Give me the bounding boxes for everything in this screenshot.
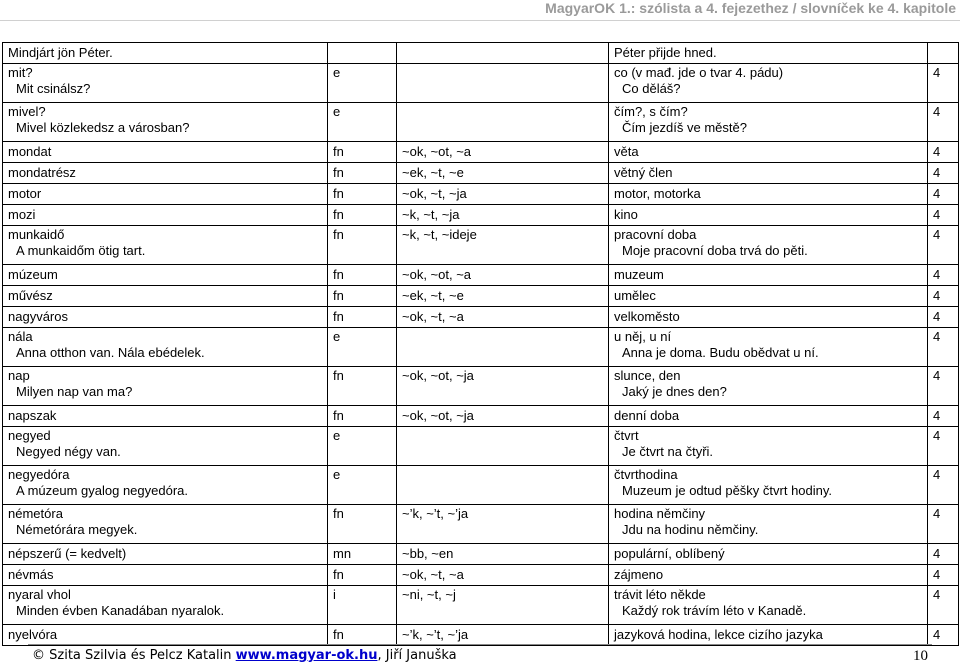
chapter-cell (928, 367, 959, 406)
word-cell (3, 406, 328, 427)
forms-cell (397, 64, 609, 103)
forms-cell (397, 286, 609, 307)
word-forms: ~ok, ~t, ~ja (402, 186, 467, 201)
chapter-cell (928, 466, 959, 505)
forms-cell (397, 565, 609, 586)
hungarian-word: nála (8, 329, 33, 344)
chapter-number: 4 (933, 567, 941, 582)
word-type: e (333, 104, 341, 119)
website-link[interactable]: www.magyar-ok.hu (235, 648, 378, 663)
chapter-number: 4 (933, 186, 941, 201)
hungarian-example: Anna otthon van. Nála ebédelek. (16, 345, 205, 360)
type-cell (328, 406, 397, 427)
chapter-cell (928, 544, 959, 565)
hungarian-word: napszak (8, 408, 57, 423)
word-forms: ~ni, ~t, ~j (402, 587, 456, 602)
word-type: fn (333, 309, 344, 324)
word-type: e (333, 65, 341, 80)
translation-cell (609, 43, 928, 64)
word-cell (3, 163, 328, 184)
forms-cell (397, 43, 609, 64)
hungarian-word: németóra (8, 506, 63, 521)
czech-translation: velkoměsto (614, 309, 680, 324)
chapter-cell (928, 43, 959, 64)
hungarian-word: negyed (8, 428, 51, 443)
table-row (3, 367, 959, 406)
translation-cell (609, 427, 928, 466)
translation-cell (609, 307, 928, 328)
chapter-cell (928, 505, 959, 544)
hungarian-word: nap (8, 368, 30, 383)
type-cell (328, 505, 397, 544)
type-cell (328, 544, 397, 565)
word-type: fn (333, 368, 344, 383)
forms-cell (397, 367, 609, 406)
word-forms: ~ok, ~ot, ~ja (402, 368, 474, 383)
word-cell (3, 307, 328, 328)
chapter-number: 4 (933, 144, 941, 159)
forms-cell (397, 142, 609, 163)
chapter-number: 4 (933, 329, 941, 344)
czech-translation: slunce, den (614, 368, 681, 383)
chapter-cell (928, 307, 959, 328)
translation-cell (609, 163, 928, 184)
word-cell (3, 205, 328, 226)
translation-cell (609, 586, 928, 625)
chapter-cell (928, 625, 959, 646)
word-type: fn (333, 627, 344, 642)
hungarian-word: negyedóra (8, 467, 70, 482)
table-row (3, 142, 959, 163)
table-row (3, 64, 959, 103)
type-cell (328, 565, 397, 586)
forms-cell (397, 226, 609, 265)
header-title: MagyarOK 1.: szólista a 4. fejezethez / slovníček ke 4. kapitole (545, 0, 956, 16)
hungarian-example: Mit csinálsz? (16, 81, 91, 96)
table-row (3, 103, 959, 142)
chapter-cell (928, 226, 959, 265)
footer-authors: Szita Szilvia és Pelcz Katalin (49, 648, 232, 663)
word-forms: ~ok, ~ot, ~a (402, 144, 472, 159)
chapter-number: 4 (933, 587, 941, 602)
word-cell (3, 544, 328, 565)
czech-translation: motor, motorka (614, 186, 701, 201)
forms-cell (397, 328, 609, 367)
chapter-number: 4 (933, 267, 941, 282)
czech-translation: jazyková hodina, lekce cizího jazyka (614, 627, 823, 642)
word-cell (3, 142, 328, 163)
word-cell (3, 586, 328, 625)
word-cell (3, 625, 328, 646)
czech-translation: umělec (614, 288, 656, 303)
word-cell (3, 565, 328, 586)
hungarian-word: mit? (8, 65, 33, 80)
chapter-cell (928, 184, 959, 205)
chapter-number: 4 (933, 428, 941, 443)
chapter-cell (928, 163, 959, 184)
type-cell (328, 142, 397, 163)
chapter-number: 4 (933, 506, 941, 521)
chapter-number: 4 (933, 309, 941, 324)
czech-example: Jdu na hodinu němčiny. (622, 522, 759, 537)
copyright-icon: © (32, 648, 45, 663)
type-cell (328, 367, 397, 406)
czech-translation: Péter přijde hned. (614, 45, 717, 60)
translation-cell (609, 544, 928, 565)
word-type: fn (333, 165, 344, 180)
word-forms: ~ek, ~t, ~e (402, 288, 464, 303)
word-forms: ~ok, ~t, ~a (402, 309, 464, 324)
word-cell (3, 286, 328, 307)
translation-cell (609, 286, 928, 307)
chapter-number: 4 (933, 207, 941, 222)
word-cell (3, 427, 328, 466)
chapter-cell (928, 103, 959, 142)
word-type: mn (333, 546, 352, 561)
hungarian-example: Mivel közlekedsz a városban? (16, 120, 190, 135)
forms-cell (397, 265, 609, 286)
chapter-cell (928, 328, 959, 367)
word-forms: ~ok, ~ot, ~a (402, 267, 472, 282)
forms-cell (397, 466, 609, 505)
word-type: fn (333, 288, 344, 303)
table-row (3, 226, 959, 265)
table-row (3, 505, 959, 544)
czech-translation: u něj, u ní (614, 329, 672, 344)
translation-cell (609, 505, 928, 544)
czech-translation: čtvrthodina (614, 467, 678, 482)
footer-coauthor: , Jiří Januška (377, 648, 457, 663)
czech-translation: čtvrt (614, 428, 639, 443)
vocabulary-table (2, 42, 959, 646)
hungarian-word: motor (8, 186, 42, 201)
translation-cell (609, 64, 928, 103)
czech-translation: větný člen (614, 165, 673, 180)
czech-translation: populární, oblíbený (614, 546, 725, 561)
type-cell (328, 328, 397, 367)
forms-cell (397, 505, 609, 544)
table-row (3, 328, 959, 367)
forms-cell (397, 307, 609, 328)
czech-translation: kino (614, 207, 638, 222)
page-header (0, 0, 960, 22)
hungarian-example: Minden évben Kanadában nyaralok. (16, 603, 225, 618)
chapter-cell (928, 64, 959, 103)
translation-cell (609, 406, 928, 427)
forms-cell (397, 427, 609, 466)
forms-cell (397, 406, 609, 427)
type-cell (328, 226, 397, 265)
hungarian-word: múzeum (8, 267, 58, 282)
hungarian-example: A múzeum gyalog negyedóra. (16, 483, 188, 498)
type-cell (328, 184, 397, 205)
forms-cell (397, 544, 609, 565)
hungarian-word: munkaidő (8, 227, 65, 242)
forms-cell (397, 586, 609, 625)
translation-cell (609, 205, 928, 226)
hungarian-example: Milyen nap van ma? (16, 384, 133, 399)
type-cell (328, 265, 397, 286)
vocabulary-table-body (3, 43, 959, 646)
czech-example: Čím jezdíš ve městě? (622, 120, 747, 135)
word-type: fn (333, 408, 344, 423)
chapter-number: 4 (933, 408, 941, 423)
table-row (3, 43, 959, 64)
hungarian-word: mivel? (8, 104, 46, 119)
table-row (3, 163, 959, 184)
table-row (3, 184, 959, 205)
word-forms: ~ok, ~t, ~a (402, 567, 464, 582)
hungarian-word: mondatrész (8, 165, 76, 180)
type-cell (328, 307, 397, 328)
table-row (3, 406, 959, 427)
table-row (3, 544, 959, 565)
chapter-cell (928, 286, 959, 307)
forms-cell (397, 163, 609, 184)
type-cell (328, 466, 397, 505)
translation-cell (609, 565, 928, 586)
type-cell (328, 103, 397, 142)
czech-example: Moje pracovní doba trvá do pěti. (622, 243, 808, 258)
forms-cell (397, 205, 609, 226)
word-forms: ~’k, ~’t, ~’ja (402, 627, 469, 642)
translation-cell (609, 142, 928, 163)
translation-cell (609, 367, 928, 406)
table-row (3, 307, 959, 328)
czech-translation: hodina němčiny (614, 506, 706, 521)
chapter-number: 4 (933, 65, 941, 80)
word-forms: ~bb, ~en (402, 546, 454, 561)
chapter-number: 4 (933, 467, 941, 482)
page-number: 10 (913, 648, 928, 664)
table-row (3, 466, 959, 505)
chapter-number: 4 (933, 288, 941, 303)
hungarian-word: művész (8, 288, 53, 303)
word-forms: ~ok, ~ot, ~ja (402, 408, 474, 423)
word-forms: ~k, ~t, ~ja (402, 207, 460, 222)
footer-divider (28, 644, 932, 645)
hungarian-word: nagyváros (8, 309, 68, 324)
translation-cell (609, 466, 928, 505)
hungarian-example: A munkaidőm ötig tart. (16, 243, 146, 258)
word-type: fn (333, 207, 344, 222)
hungarian-example: Németórára megyek. (16, 522, 138, 537)
chapter-cell (928, 265, 959, 286)
header-divider (0, 20, 960, 21)
type-cell (328, 205, 397, 226)
chapter-cell (928, 205, 959, 226)
word-forms: ~’k, ~’t, ~’ja (402, 506, 469, 521)
czech-translation: zájmeno (614, 567, 664, 582)
forms-cell (397, 184, 609, 205)
word-cell (3, 103, 328, 142)
word-cell (3, 43, 328, 64)
footer-credits (32, 648, 457, 663)
word-type: fn (333, 227, 344, 242)
czech-translation: trávit léto někde (614, 587, 706, 602)
word-type: e (333, 329, 341, 344)
czech-translation: denní doba (614, 408, 680, 423)
chapter-cell (928, 427, 959, 466)
word-type: e (333, 428, 341, 443)
type-cell (328, 286, 397, 307)
word-cell (3, 265, 328, 286)
word-cell (3, 328, 328, 367)
word-type: fn (333, 567, 344, 582)
translation-cell (609, 226, 928, 265)
word-type: fn (333, 144, 344, 159)
translation-cell (609, 328, 928, 367)
word-type: fn (333, 506, 344, 521)
word-cell (3, 505, 328, 544)
chapter-number: 4 (933, 368, 941, 383)
forms-cell (397, 103, 609, 142)
chapter-cell (928, 586, 959, 625)
type-cell (328, 64, 397, 103)
word-cell (3, 64, 328, 103)
czech-example: Jaký je dnes den? (622, 384, 727, 399)
chapter-number: 4 (933, 227, 941, 242)
hungarian-word: nyelvóra (8, 627, 58, 642)
word-forms: ~k, ~t, ~ideje (402, 227, 477, 242)
word-type: i (333, 587, 336, 602)
czech-translation: co (v mađ. jde o tvar 4. pádu) (614, 65, 784, 80)
chapter-cell (928, 565, 959, 586)
czech-example: Anna je doma. Budu obědvat u ní. (622, 345, 819, 360)
table-row (3, 586, 959, 625)
chapter-number: 4 (933, 104, 941, 119)
word-forms: ~ek, ~t, ~e (402, 165, 464, 180)
translation-cell (609, 625, 928, 646)
czech-translation: věta (614, 144, 639, 159)
word-cell (3, 466, 328, 505)
chapter-number: 4 (933, 627, 941, 642)
translation-cell (609, 265, 928, 286)
table-row (3, 427, 959, 466)
word-cell (3, 226, 328, 265)
czech-example: Každý rok trávím léto v Kanadě. (622, 603, 807, 618)
hungarian-word: népszerű (= kedvelt) (8, 546, 127, 561)
table-row (3, 265, 959, 286)
word-type: e (333, 467, 341, 482)
type-cell (328, 43, 397, 64)
hungarian-word: Mindjárt jön Péter. (8, 45, 113, 60)
word-type: fn (333, 186, 344, 201)
word-type: fn (333, 267, 344, 282)
chapter-cell (928, 406, 959, 427)
czech-example: Co děláš? (622, 81, 681, 96)
type-cell (328, 625, 397, 646)
hungarian-word: mondat (8, 144, 52, 159)
chapter-number: 4 (933, 165, 941, 180)
chapter-cell (928, 142, 959, 163)
forms-cell (397, 625, 609, 646)
hungarian-word: névmás (8, 567, 54, 582)
word-cell (3, 367, 328, 406)
type-cell (328, 163, 397, 184)
translation-cell (609, 103, 928, 142)
table-row (3, 565, 959, 586)
czech-example: Je čtvrt na čtyři. (622, 444, 714, 459)
table-row (3, 286, 959, 307)
word-cell (3, 184, 328, 205)
table-row (3, 625, 959, 646)
czech-translation: čím?, s čím? (614, 104, 688, 119)
table-row (3, 205, 959, 226)
hungarian-word: mozi (8, 207, 36, 222)
czech-translation: pracovní doba (614, 227, 697, 242)
czech-example: Muzeum je odtud pěšky čtvrt hodiny. (622, 483, 833, 498)
translation-cell (609, 184, 928, 205)
type-cell (328, 427, 397, 466)
type-cell (328, 586, 397, 625)
hungarian-example: Negyed négy van. (16, 444, 121, 459)
czech-translation: muzeum (614, 267, 664, 282)
hungarian-word: nyaral vhol (8, 587, 71, 602)
chapter-number: 4 (933, 546, 941, 561)
